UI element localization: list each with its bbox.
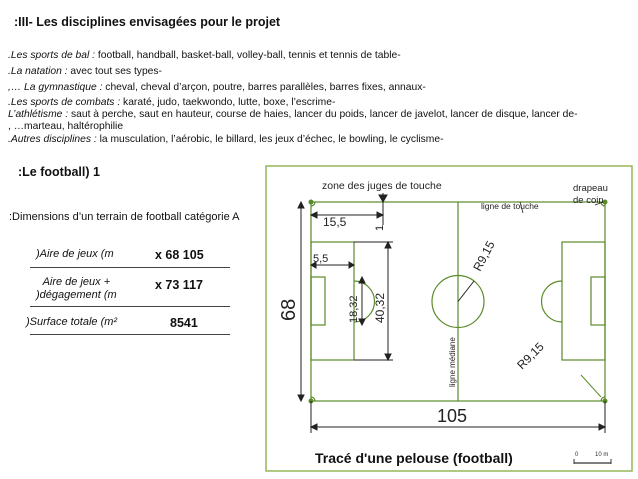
dim-label-15-5: 15,5 [323,215,347,229]
sports-line-swimming [8,66,162,77]
arrow-head-icon [599,424,605,430]
corner-flag-label-2: de coin [573,195,604,206]
arrow-head-icon [349,262,354,268]
arrow-head-icon [359,277,365,283]
right-goal-area [591,277,605,325]
dim-label-5-5: 5,5 [313,253,329,265]
radius-line-centre [458,281,474,302]
football-field-diagram [265,165,633,472]
dim-label-68: 68 [278,298,300,321]
dim-row-total-label: )Surface totale (m² [26,316,118,328]
judges-arrow-icon [379,195,387,202]
football-heading: :Le football) 1 [18,165,100,179]
diagram-caption: Tracé d'une pelouse (football) [315,450,513,466]
sports-line-combat [8,97,335,108]
touch-line-label: ligne de touche [481,201,539,211]
sports-line-ball [8,50,401,61]
corner-flag-icon [309,200,314,205]
arrow-head-icon [377,212,383,218]
row-divider [30,306,230,307]
radius-label-corner: R9,15 [514,339,547,373]
row-divider [30,334,230,335]
row-divider [30,267,230,268]
line-text: saut à perche, saut en hauteur, course de haies, lancer du poids, lancer de javelot, lancer de disque, lancer de- [68,109,578,120]
line-label: .Les sports de combats : [8,97,121,108]
dim-row-play-area-value: x 68 105 [155,248,204,262]
arrow-head-icon [298,395,304,401]
sports-line-gymnastics [8,82,426,93]
arrow-head-icon [311,424,317,430]
line-label: L’athlétisme : [8,109,69,120]
dim-label-1: 1 [374,224,386,231]
radius-line-corner [581,375,601,397]
sports-line-athletics [8,109,578,120]
arrow-head-icon [298,202,304,208]
line-text: football, handball, basket-ball, volley-ball, tennis et tennis de table- [95,50,401,61]
line-text: , …marteau, haltérophilie [8,121,124,132]
scale-label-10: 10 m [595,452,609,458]
line-text: avec tout ses types- [67,66,162,77]
arrow-head-icon [311,212,317,218]
right-penalty-area [562,242,605,360]
line-label: ,… La gymnastique : [8,82,103,93]
dim-row-clearance-label: Aire de jeux + )dégagement (m [36,276,117,301]
line-text: la musculation, l’aérobic, le billard, les jeux d’échec, le bowling, le cyclisme- [96,134,444,145]
left-goal-area [311,277,325,325]
section-heading: :III- Les disciplines envisagées pour le projet [14,15,281,29]
line-label: .Autres disciplines : [8,134,97,145]
arrow-head-icon [385,242,391,248]
arrow-head-icon [385,354,391,360]
scale-label-0: 0 [575,452,579,458]
right-penalty-arc [542,281,563,322]
radius-label-centre: R9,15 [470,238,498,274]
sports-line-hammer [8,121,123,132]
dim-row-clearance-value: x 73 117 [155,278,203,292]
scale-bar [574,452,611,464]
dimensions-title: :Dimensions d’un terrain de football catégorie A [9,211,240,223]
touch-judges-label: zone des juges de touche [322,180,442,192]
sports-line-other [8,134,444,145]
dim-label-40-32: 40,32 [373,292,387,323]
dim-row-total-value: 8541 [170,316,198,330]
line-label: .Les sports de bal : [8,50,96,61]
dim-label-18-32: 18,32 [348,295,360,323]
dim-label-105: 105 [437,406,468,426]
midline-label: ligne médiane [448,337,457,387]
line-label: .La natation : [8,66,68,77]
line-text: cheval, cheval d’arçon, poutre, barres parallèles, barres fixes, annaux- [102,82,426,93]
line-text: karaté, judo, taekwondo, lutte, boxe, l’escrime- [120,97,336,108]
corner-flag-label-1: drapeau [573,183,608,194]
dim-row-play-area-label: )Aire de jeux (m [36,248,114,260]
